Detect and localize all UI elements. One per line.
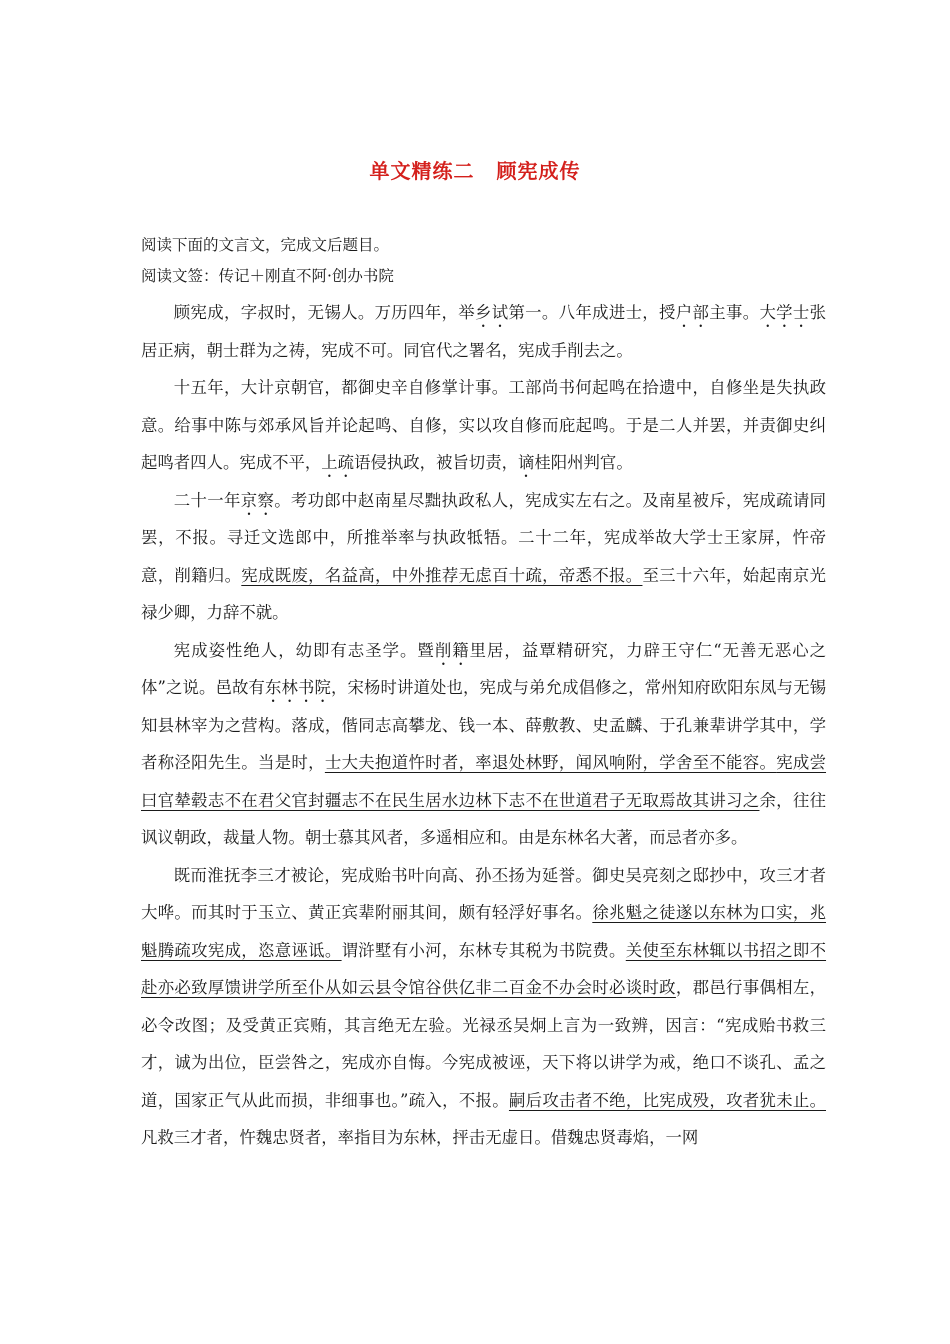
p1-text-3: 主事。 <box>709 303 760 322</box>
p5-text-4: 凡救三才者，忤魏忠贤者，率指目为东林，抨击无虚日。借魏忠贤毒焰，一网 <box>141 1128 699 1147</box>
instruction-text: 阅读下面的文言文，完成文后题目。 <box>141 236 390 254</box>
p4-dotted-2: 东林书院 <box>265 678 332 697</box>
p5-underlined-2: 关使至东林辄以书招之即不赴亦必致厚馈讲学所至仆从如云县令馆谷供亿非二百金不办会时必谈时政 <box>141 940 827 997</box>
p1-dotted-3: 大学士 <box>759 303 810 322</box>
p4-text-2: 里居，益覃精研究，力辟王守仁“无善无恶心之体”之说。邑故有 <box>141 640 827 697</box>
p4-underlined-2: 宪成尝曰官辇毂志不在君父官封疆志不在民生居水边林下志不在世道君子无取焉故其讲习之 <box>141 753 827 810</box>
p4-text-3: ，宋杨时讲道处也，宪成与弟允成倡修之，常州知府欧阳东凤与无锡知县林宰为之营构。落成，偕同志高攀龙、钱一本、薛敷教、史孟麟、于孔兼辈讲学其中，学者称泾阳先生。当是时， <box>141 678 826 772</box>
p1-dotted-2: 户部 <box>675 303 710 322</box>
p1-text-2: 第一。八年成进士，授 <box>508 303 676 322</box>
p4-underlined-1: 士大夫抱道忤时者，率退处林野，闻风响附，学舍至不能容。 <box>324 753 777 772</box>
p5-text-3: ，郡邑行事偶相左，必令改图；及受黄正宾贿，其言绝无左验。光禄丞吴炯上言为一致辨，因言：“宪成贻书救三才，诚为出位，臣尝咎之，宪成亦自悔。今宪成被诬，天下将以讲学为戒，绝口不谈孔、孟之道，国家正气从此而损，非细事也。”疏入，不报。 <box>141 978 827 1110</box>
paragraph-4 <box>141 632 826 857</box>
p4-text-1: 宪成姿性绝人，幼即有志圣学。暨 <box>173 640 435 660</box>
p1-text-4: 张居正病，朝士群为之祷，宪成不可。同官代之署名，宪成手削去之。 <box>141 303 827 360</box>
p2-text-2: 语侵执政，被旨切责， <box>354 453 518 472</box>
p1-dotted-1: 乡试 <box>474 303 509 322</box>
title-main: 单文精练二 <box>369 159 475 183</box>
p3-dotted-1: 京察 <box>240 490 275 510</box>
p3-underlined-1: 宪成既废，名益高，中外推荐无虑百十疏，帝悉不报。 <box>241 565 643 585</box>
paragraph-3 <box>141 482 826 632</box>
paragraph-2 <box>141 369 826 482</box>
p2-text-1: 十五年，大计京朝官，都御史辛自修掌计事。工部尚书何起鸣在拾遗中，自修坐是失执政意。给事中陈与郊承风旨并论起鸣、自修，实以攻自修而庇起鸣。于是二人并罢，并责御史纠起鸣者四人。宪成不平， <box>141 378 826 472</box>
p5-text-1: 既而淮抚李三才被论，宪成贻书叶向高、孙丕扬为延誉。御史吴亮刻之邸抄中，攻三才者大哗。而其时于玉立、黄正宾辈附丽其间，颇有轻浮好事名。 <box>141 865 826 922</box>
paragraph-5 <box>141 857 826 1157</box>
p5-underlined-3: 嗣后攻击者不绝，比宪成殁，攻者犹未止。 <box>508 1090 826 1110</box>
page-title <box>0 155 950 184</box>
p2-dotted-1: 上疏 <box>321 453 355 472</box>
p3-text-3: 至三十六年，始起南京光禄少卿，力辞不就。 <box>141 565 827 622</box>
p3-text-1: 二十一年 <box>173 490 241 510</box>
p2-text-3: 桂阳州判官。 <box>534 453 633 472</box>
p4-dotted-1: 削籍 <box>434 640 470 660</box>
p5-text-2: 谓浒墅有小河，东林专其税为书院费。 <box>341 940 626 960</box>
reading-tags: 阅读文签：传记＋刚直不阿·创办书院 <box>141 267 394 285</box>
title-sub: 顾宪成传 <box>496 159 581 183</box>
p1-text-1: 顾宪成，字叔时，无锡人。万历四年，举 <box>173 303 475 322</box>
p5-underlined-1: 徐兆魁之徒遂以东林为口实，兆魁腾疏攻宪成，恣意诬诋。 <box>141 903 827 960</box>
passage-body <box>141 294 826 1157</box>
p2-dotted-2: 谪 <box>517 453 535 472</box>
p3-text-2: 。考功郎中赵南星尽黜执政私人，宪成实左右之。及南星被斥，宪成疏请同罢，不报。寻迁文选郎中，所推举率与执政牴牾。二十二年，宪成举故大学士王家屏，忤帝意，削籍归。 <box>141 490 827 585</box>
paragraph-1 <box>141 294 826 369</box>
p4-text-4: 余，往往讽议朝政，裁量人物。朝士慕其风者，多遥相应和。由是东林名大著，而忌者亦多。 <box>141 790 827 847</box>
